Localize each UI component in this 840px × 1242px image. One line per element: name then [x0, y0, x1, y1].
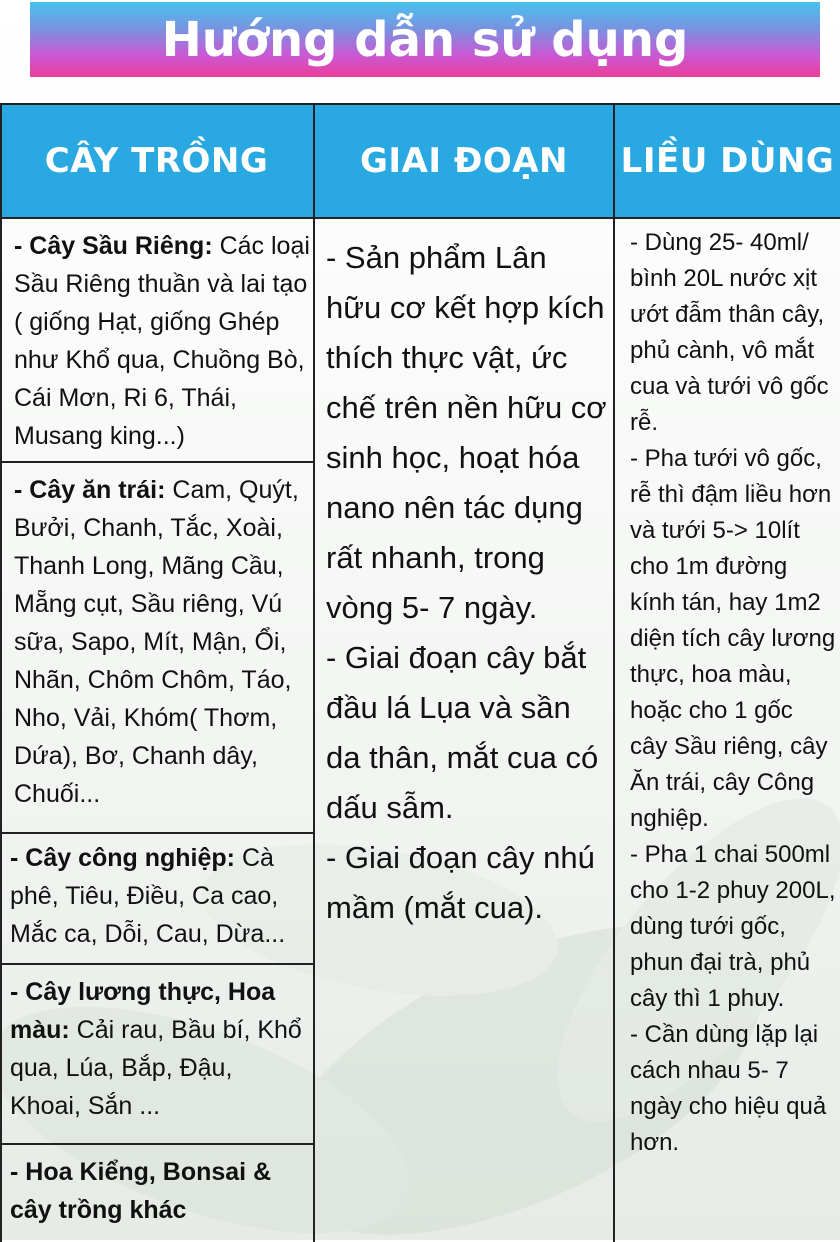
- stage-paragraph: - Sản phẩm Lân hữu cơ kết hợp kích thích thực vật, ức chế trên nền hữu cơ sinh học, hoạt hóa nano nên tác dụng rất nhanh, trong vòng 5- 7 ngày.: [326, 240, 607, 625]
- crop-label: - Hoa Kiểng, Bonsai & cây trồng khác: [10, 1158, 272, 1224]
- crop-label: - Cây công nghiệp:: [10, 844, 235, 872]
- row-divider: [0, 832, 313, 834]
- header-crops: [0, 105, 313, 217]
- crop-text: Cam, Quýt, Bưởi, Chanh, Tắc, Xoài, Thanh Long, Mãng Cầu, Mẵng cụt, Sầu riêng, Vú sữa, Sapo, Mít, Mận, Ổi, Nhãn, Chôm Chôm, Táo, Nho, Vải, Khóm( Thơm, Dứa), Bơ, Chanh dây, Chuối...: [14, 476, 299, 808]
- dosage-paragraph: - Dùng 25- 40ml/ bình 20L nước xịt ướt đẫm thân cây, phủ cành, vô mắt cua và tưới vô gốc rễ.: [630, 229, 829, 436]
- header-crops-label: CÂY TRỒNG: [44, 141, 269, 181]
- stage-paragraph: - Giai đoạn cây nhú mầm (mắt cua).: [326, 840, 595, 925]
- crop-row: [10, 973, 306, 1125]
- dosage-cell: [630, 225, 836, 1161]
- row-divider: [0, 963, 313, 965]
- crop-label: - Cây lương thực, Hoa màu:: [10, 978, 276, 1044]
- crop-text: Cải rau, Bầu bí, Khổ qua, Lúa, Bắp, Đậu, Khoai, Sắn ...: [10, 1016, 302, 1120]
- crop-text: Các loại Sầu Riêng thuần và lai tạo ( giống Hạt, giống Ghép như Khổ qua, Chuồng Bò, Cái Mơn, Ri 6, Thái, Musang king...): [14, 232, 310, 450]
- header-dosage-label: LIỀU DÙNG: [620, 141, 835, 181]
- row-divider: [0, 1143, 313, 1145]
- column-divider: [613, 105, 615, 1242]
- column-divider: [313, 105, 315, 1242]
- title-banner: [30, 2, 820, 77]
- table-border-left: [0, 105, 2, 1242]
- header-divider: [0, 217, 840, 219]
- dosage-paragraph: - Cần dùng lặp lại cách nhau 5- 7 ngày cho hiệu quả hơn.: [630, 1021, 827, 1156]
- crop-row: [14, 471, 304, 813]
- stage-paragraph: - Giai đoạn cây bắt đầu lá Lụa và sần da thân, mắt cua có dấu sẫm.: [326, 640, 599, 825]
- dosage-paragraph: - Pha tưới vô gốc, rễ thì đậm liều hơn và tưới 5-> 10lít cho 1m đường kính tán, hay 1m2 diện tích cây lương thực, hoa màu, hoặc cho 1 gốc cây Sầu riêng, cây Ăn trái, cây Công nghiệp.: [630, 445, 836, 832]
- crop-text: Cà phê, Tiêu, Điều, Ca cao, Mắc ca, Dỗi, Cau, Dừa...: [10, 844, 286, 948]
- page-title: Hướng dẫn sử dụng: [161, 11, 689, 68]
- crop-label: - Cây Sầu Riêng:: [14, 232, 213, 260]
- header-dosage: [615, 105, 840, 217]
- row-divider: [0, 461, 313, 463]
- crop-label: - Cây ăn trái:: [14, 476, 166, 504]
- crop-row: [10, 1153, 300, 1229]
- crop-row: [10, 839, 300, 953]
- header-stage-label: GIAI ĐOẠN: [359, 141, 569, 181]
- stage-cell: [326, 233, 608, 933]
- header-stage: [315, 105, 613, 217]
- usage-table: [0, 103, 840, 1242]
- dosage-paragraph: - Pha 1 chai 500ml cho 1-2 phuy 200L, dùng tưới gốc, phun đại trà, phủ cây thì 1 phuy.: [630, 841, 836, 1012]
- crop-row: [14, 227, 310, 455]
